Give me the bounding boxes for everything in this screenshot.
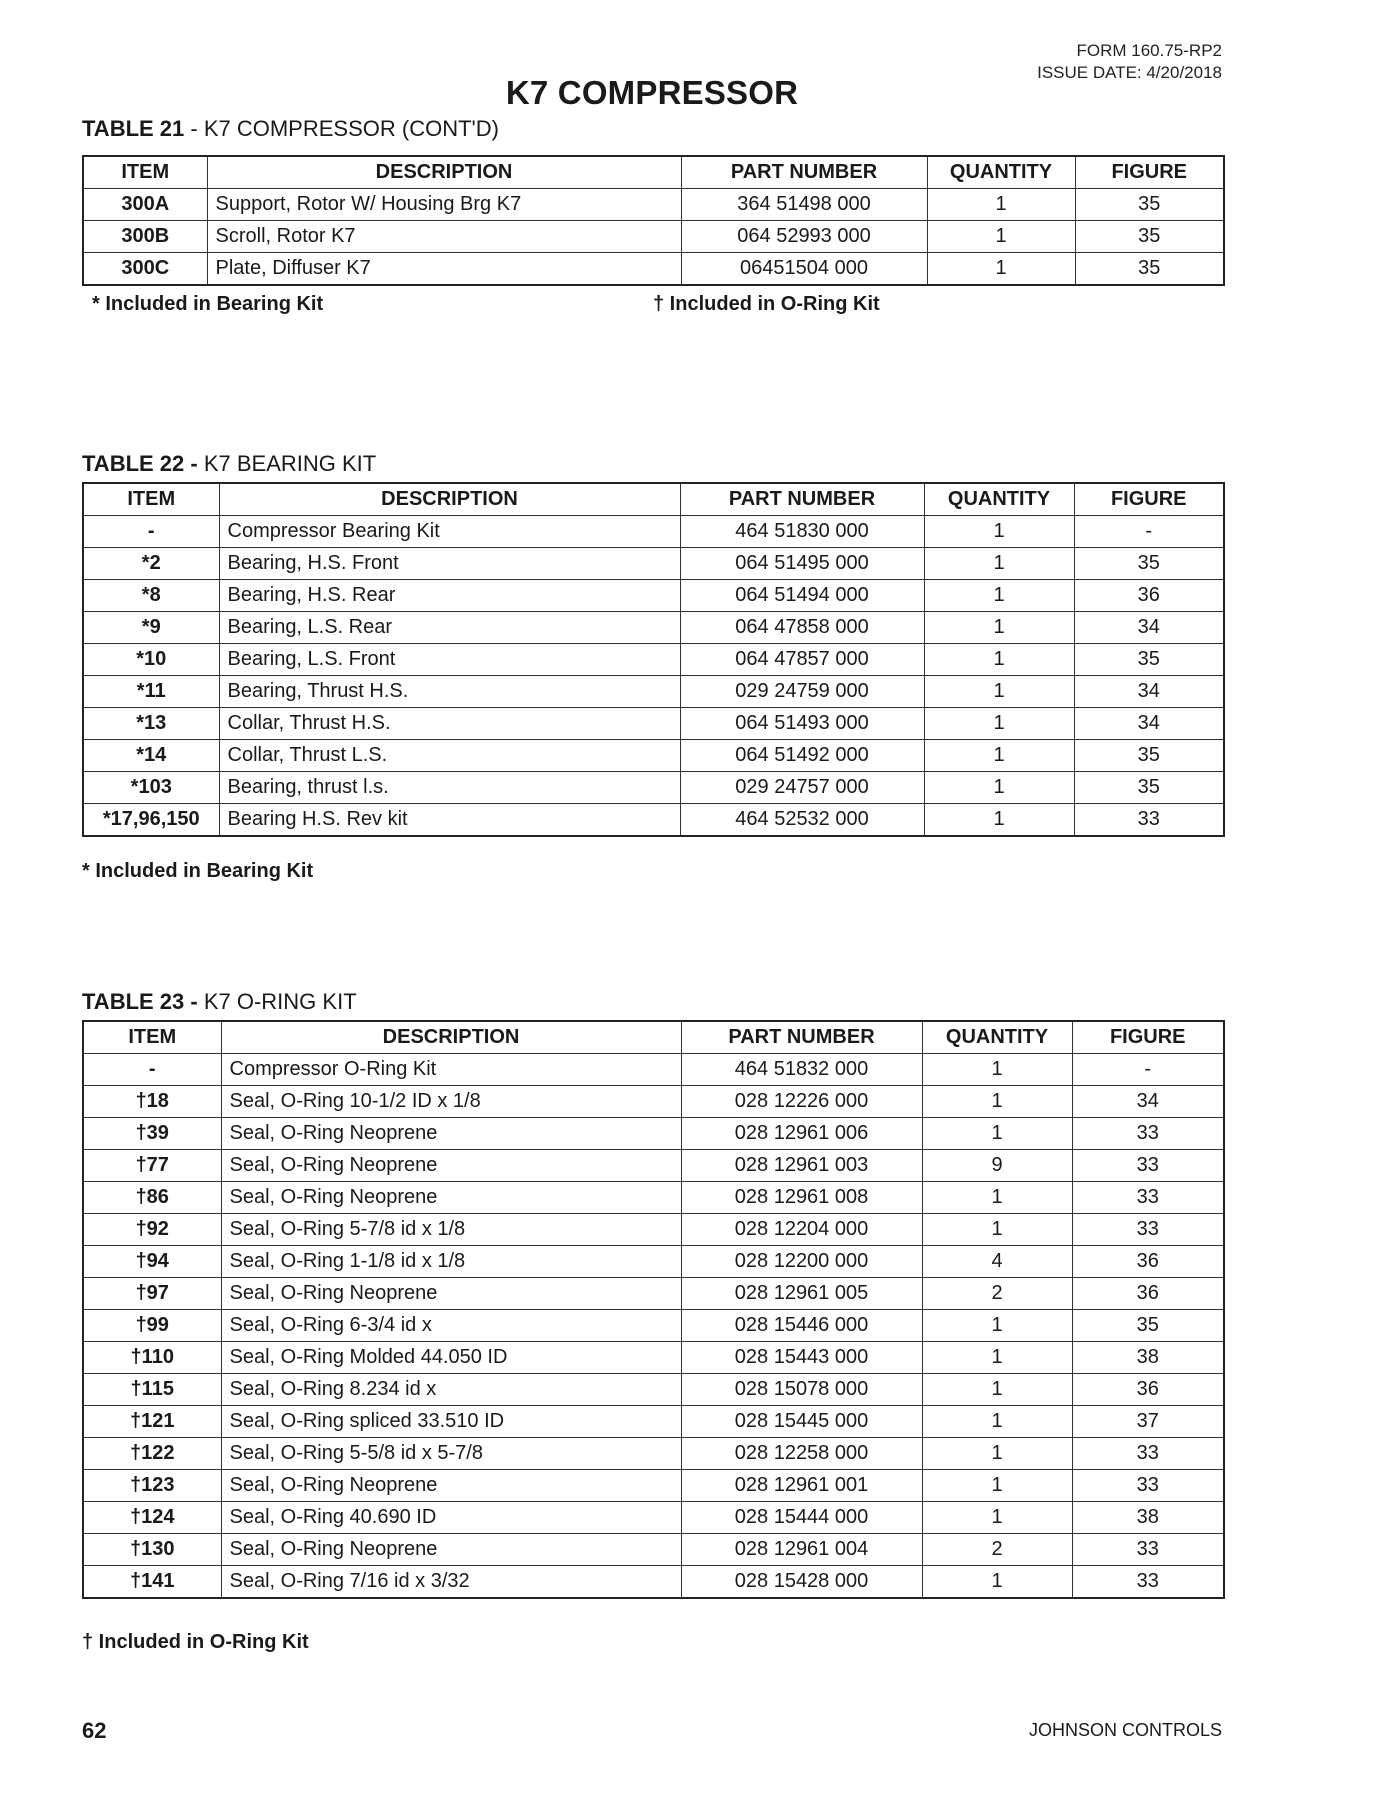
column-header: DESCRIPTION	[207, 156, 681, 189]
figure-cell: 34	[1074, 708, 1224, 740]
table-21-title	[82, 116, 499, 142]
table-23-caption: K7 O-RING KIT	[197, 989, 357, 1014]
part-number-cell: 028 12961 001	[681, 1470, 922, 1502]
item-cell: †18	[83, 1086, 221, 1118]
issue-date: ISSUE DATE: 4/20/2018	[1037, 63, 1222, 82]
quantity-cell: 1	[922, 1470, 1072, 1502]
item-cell: †123	[83, 1470, 221, 1502]
quantity-cell: 1	[922, 1086, 1072, 1118]
table-row	[83, 548, 1224, 580]
column-header: DESCRIPTION	[221, 1021, 681, 1054]
figure-cell: 35	[1075, 189, 1224, 221]
item-cell: †121	[83, 1406, 221, 1438]
figure-cell: 36	[1072, 1278, 1224, 1310]
quantity-cell: 2	[922, 1278, 1072, 1310]
table-21-caption: - K7 COMPRESSOR (CONT'D)	[184, 116, 499, 141]
quantity-cell: 1	[922, 1118, 1072, 1150]
table-row	[83, 1182, 1224, 1214]
quantity-cell: 1	[924, 516, 1074, 548]
quantity-cell: 1	[924, 708, 1074, 740]
item-cell: *11	[83, 676, 219, 708]
description-cell: Bearing, L.S. Rear	[219, 612, 680, 644]
table-row	[83, 1470, 1224, 1502]
column-header: QUANTITY	[924, 483, 1074, 516]
column-header: ITEM	[83, 483, 219, 516]
quantity-cell: 1	[924, 676, 1074, 708]
table-row	[83, 1374, 1224, 1406]
table-row	[83, 221, 1224, 253]
table-row	[83, 1086, 1224, 1118]
table-row	[83, 1118, 1224, 1150]
table-row	[83, 253, 1224, 286]
item-cell: *10	[83, 644, 219, 676]
table-22-number: TABLE 22 -	[82, 451, 198, 476]
column-header: QUANTITY	[922, 1021, 1072, 1054]
table-22-footnote: * Included in Bearing Kit	[82, 860, 314, 882]
quantity-cell: 1	[924, 804, 1074, 837]
quantity-cell: 1	[922, 1406, 1072, 1438]
table-row	[83, 1438, 1224, 1470]
table-header-row	[83, 156, 1224, 189]
item-cell: *17,96,150	[83, 804, 219, 837]
part-number-cell: 364 51498 000	[681, 189, 927, 221]
item-cell: †86	[83, 1182, 221, 1214]
table-row	[83, 612, 1224, 644]
figure-cell: 33	[1072, 1534, 1224, 1566]
description-cell: Collar, Thrust L.S.	[219, 740, 680, 772]
figure-cell: 35	[1074, 740, 1224, 772]
item-cell: †115	[83, 1374, 221, 1406]
item-cell: †99	[83, 1310, 221, 1342]
table-22-title	[82, 451, 376, 477]
part-number-cell: 064 52993 000	[681, 221, 927, 253]
description-cell: Seal, O-Ring 7/16 id x 3/32	[221, 1566, 681, 1599]
description-cell: Scroll, Rotor K7	[207, 221, 681, 253]
description-cell: Seal, O-Ring Neoprene	[221, 1118, 681, 1150]
table-row	[83, 1502, 1224, 1534]
figure-cell: 35	[1074, 644, 1224, 676]
part-number-cell: 029 24757 000	[680, 772, 924, 804]
item-cell: †130	[83, 1534, 221, 1566]
part-number-cell: 064 51493 000	[680, 708, 924, 740]
table-row	[83, 580, 1224, 612]
column-header: DESCRIPTION	[219, 483, 680, 516]
description-cell: Seal, O-Ring Neoprene	[221, 1278, 681, 1310]
item-cell: †124	[83, 1502, 221, 1534]
part-number-cell: 464 51830 000	[680, 516, 924, 548]
quantity-cell: 1	[924, 740, 1074, 772]
figure-cell: 34	[1074, 612, 1224, 644]
table-21-footnote-oring: † Included in O-Ring Kit	[653, 293, 880, 315]
table-row	[83, 1246, 1224, 1278]
description-cell: Bearing, thrust l.s.	[219, 772, 680, 804]
table-22-caption: K7 BEARING KIT	[197, 451, 377, 476]
item-cell: *14	[83, 740, 219, 772]
part-number-cell: 029 24759 000	[680, 676, 924, 708]
column-header: FIGURE	[1072, 1021, 1224, 1054]
quantity-cell: 1	[927, 189, 1075, 221]
figure-cell: -	[1074, 516, 1224, 548]
description-cell: Bearing, L.S. Front	[219, 644, 680, 676]
figure-cell: 37	[1072, 1406, 1224, 1438]
column-header: ITEM	[83, 156, 207, 189]
quantity-cell: 1	[922, 1310, 1072, 1342]
table-23-number: TABLE 23 -	[82, 989, 198, 1014]
table-row	[83, 1054, 1224, 1086]
part-number-cell: 028 12961 003	[681, 1150, 922, 1182]
quantity-cell: 1	[927, 221, 1075, 253]
part-number-cell: 028 15443 000	[681, 1342, 922, 1374]
quantity-cell: 1	[922, 1054, 1072, 1086]
item-cell: *103	[83, 772, 219, 804]
figure-cell: -	[1072, 1054, 1224, 1086]
quantity-cell: 4	[922, 1246, 1072, 1278]
item-cell: 300A	[83, 189, 207, 221]
description-cell: Seal, O-Ring Neoprene	[221, 1150, 681, 1182]
table-21-number: TABLE 21	[82, 116, 185, 141]
column-header: QUANTITY	[927, 156, 1075, 189]
quantity-cell: 1	[924, 644, 1074, 676]
figure-cell: 33	[1072, 1182, 1224, 1214]
part-number-cell: 028 12204 000	[681, 1214, 922, 1246]
table-row	[83, 644, 1224, 676]
table-23-footnote: † Included in O-Ring Kit	[82, 1631, 309, 1653]
part-number-cell: 028 15445 000	[681, 1406, 922, 1438]
column-header: FIGURE	[1075, 156, 1224, 189]
item-cell: †141	[83, 1566, 221, 1599]
table-23	[82, 1020, 1225, 1599]
table-row	[83, 804, 1224, 837]
part-number-cell: 028 15444 000	[681, 1502, 922, 1534]
figure-cell: 35	[1074, 548, 1224, 580]
figure-cell: 33	[1072, 1214, 1224, 1246]
table-row	[83, 1534, 1224, 1566]
column-header: FIGURE	[1074, 483, 1224, 516]
part-number-cell: 028 12200 000	[681, 1246, 922, 1278]
quantity-cell: 1	[922, 1342, 1072, 1374]
part-number-cell: 06451504 000	[681, 253, 927, 286]
description-cell: Seal, O-Ring 40.690 ID	[221, 1502, 681, 1534]
table-row	[83, 1310, 1224, 1342]
description-cell: Bearing H.S. Rev kit	[219, 804, 680, 837]
figure-cell: 33	[1072, 1150, 1224, 1182]
figure-cell: 38	[1072, 1502, 1224, 1534]
description-cell: Bearing, H.S. Rear	[219, 580, 680, 612]
column-header: PART NUMBER	[681, 156, 927, 189]
table-row	[83, 708, 1224, 740]
description-cell: Seal, O-Ring Molded 44.050 ID	[221, 1342, 681, 1374]
description-cell: Seal, O-Ring 6-3/4 id x	[221, 1310, 681, 1342]
page-title: K7 COMPRESSOR	[505, 74, 799, 111]
description-cell: Compressor Bearing Kit	[219, 516, 680, 548]
table-row	[83, 740, 1224, 772]
quantity-cell: 1	[922, 1502, 1072, 1534]
item-cell: *9	[83, 612, 219, 644]
table-row	[83, 1566, 1224, 1599]
part-number-cell: 028 12961 008	[681, 1182, 922, 1214]
figure-cell: 33	[1074, 804, 1224, 837]
quantity-cell: 1	[924, 612, 1074, 644]
quantity-cell: 1	[922, 1438, 1072, 1470]
description-cell: Seal, O-Ring Neoprene	[221, 1534, 681, 1566]
item-cell: †97	[83, 1278, 221, 1310]
figure-cell: 35	[1075, 221, 1224, 253]
description-cell: Seal, O-Ring 5-5/8 id x 5-7/8	[221, 1438, 681, 1470]
part-number-cell: 064 47857 000	[680, 644, 924, 676]
table-header-row	[83, 483, 1224, 516]
figure-cell: 35	[1074, 772, 1224, 804]
part-number-cell: 028 15428 000	[681, 1566, 922, 1599]
quantity-cell: 2	[922, 1534, 1072, 1566]
part-number-cell: 064 51494 000	[680, 580, 924, 612]
page-number: 62	[82, 1718, 107, 1743]
figure-cell: 35	[1072, 1310, 1224, 1342]
description-cell: Seal, O-Ring 8.234 id x	[221, 1374, 681, 1406]
figure-cell: 33	[1072, 1438, 1224, 1470]
item-cell: †39	[83, 1118, 221, 1150]
item-cell: 300B	[83, 221, 207, 253]
item-cell: †77	[83, 1150, 221, 1182]
figure-cell: 34	[1074, 676, 1224, 708]
quantity-cell: 1	[924, 772, 1074, 804]
quantity-cell: 1	[927, 253, 1075, 286]
figure-cell: 36	[1072, 1246, 1224, 1278]
table-row	[83, 1278, 1224, 1310]
table-21-footnote-bearing: * Included in Bearing Kit	[92, 293, 324, 315]
part-number-cell: 464 52532 000	[680, 804, 924, 837]
figure-cell: 33	[1072, 1118, 1224, 1150]
table-23-title	[82, 989, 357, 1015]
item-cell: -	[83, 516, 219, 548]
quantity-cell: 1	[922, 1182, 1072, 1214]
description-cell: Seal, O-Ring Neoprene	[221, 1470, 681, 1502]
table-row	[83, 1406, 1224, 1438]
figure-cell: 36	[1072, 1374, 1224, 1406]
description-cell: Compressor O-Ring Kit	[221, 1054, 681, 1086]
quantity-cell: 1	[922, 1214, 1072, 1246]
item-cell: †92	[83, 1214, 221, 1246]
table-row	[83, 189, 1224, 221]
column-header: PART NUMBER	[681, 1021, 922, 1054]
table-row	[83, 1214, 1224, 1246]
description-cell: Bearing, Thrust H.S.	[219, 676, 680, 708]
table-row	[83, 676, 1224, 708]
table-row	[83, 516, 1224, 548]
quantity-cell: 9	[922, 1150, 1072, 1182]
table-21	[82, 155, 1225, 286]
part-number-cell: 028 12258 000	[681, 1438, 922, 1470]
description-cell: Seal, O-Ring 5-7/8 id x 1/8	[221, 1214, 681, 1246]
table-row	[83, 772, 1224, 804]
item-cell: *8	[83, 580, 219, 612]
figure-cell: 33	[1072, 1566, 1224, 1599]
item-cell: -	[83, 1054, 221, 1086]
figure-cell: 34	[1072, 1086, 1224, 1118]
part-number-cell: 028 15078 000	[681, 1374, 922, 1406]
description-cell: Seal, O-Ring Neoprene	[221, 1182, 681, 1214]
part-number-cell: 028 12961 005	[681, 1278, 922, 1310]
part-number-cell: 064 51495 000	[680, 548, 924, 580]
item-cell: †122	[83, 1438, 221, 1470]
item-cell: †110	[83, 1342, 221, 1374]
part-number-cell: 028 12961 004	[681, 1534, 922, 1566]
column-header: PART NUMBER	[680, 483, 924, 516]
description-cell: Seal, O-Ring 1-1/8 id x 1/8	[221, 1246, 681, 1278]
description-cell: Support, Rotor W/ Housing Brg K7	[207, 189, 681, 221]
table-row	[83, 1342, 1224, 1374]
part-number-cell: 064 47858 000	[680, 612, 924, 644]
figure-cell: 33	[1072, 1470, 1224, 1502]
item-cell: †94	[83, 1246, 221, 1278]
part-number-cell: 028 15446 000	[681, 1310, 922, 1342]
part-number-cell: 064 51492 000	[680, 740, 924, 772]
description-cell: Bearing, H.S. Front	[219, 548, 680, 580]
figure-cell: 36	[1074, 580, 1224, 612]
description-cell: Collar, Thrust H.S.	[219, 708, 680, 740]
item-cell: 300C	[83, 253, 207, 286]
part-number-cell: 464 51832 000	[681, 1054, 922, 1086]
table-header-row	[83, 1021, 1224, 1054]
quantity-cell: 1	[924, 548, 1074, 580]
item-cell: *13	[83, 708, 219, 740]
quantity-cell: 1	[922, 1374, 1072, 1406]
description-cell: Plate, Diffuser K7	[207, 253, 681, 286]
figure-cell: 35	[1075, 253, 1224, 286]
figure-cell: 38	[1072, 1342, 1224, 1374]
quantity-cell: 1	[924, 580, 1074, 612]
table-22	[82, 482, 1225, 837]
quantity-cell: 1	[922, 1566, 1072, 1599]
part-number-cell: 028 12226 000	[681, 1086, 922, 1118]
item-cell: *2	[83, 548, 219, 580]
description-cell: Seal, O-Ring spliced 33.510 ID	[221, 1406, 681, 1438]
table-row	[83, 1150, 1224, 1182]
company-name: JOHNSON CONTROLS	[1028, 1720, 1222, 1740]
column-header: ITEM	[83, 1021, 221, 1054]
description-cell: Seal, O-Ring 10-1/2 ID x 1/8	[221, 1086, 681, 1118]
part-number-cell: 028 12961 006	[681, 1118, 922, 1150]
form-number: FORM 160.75-RP2	[1076, 41, 1222, 60]
